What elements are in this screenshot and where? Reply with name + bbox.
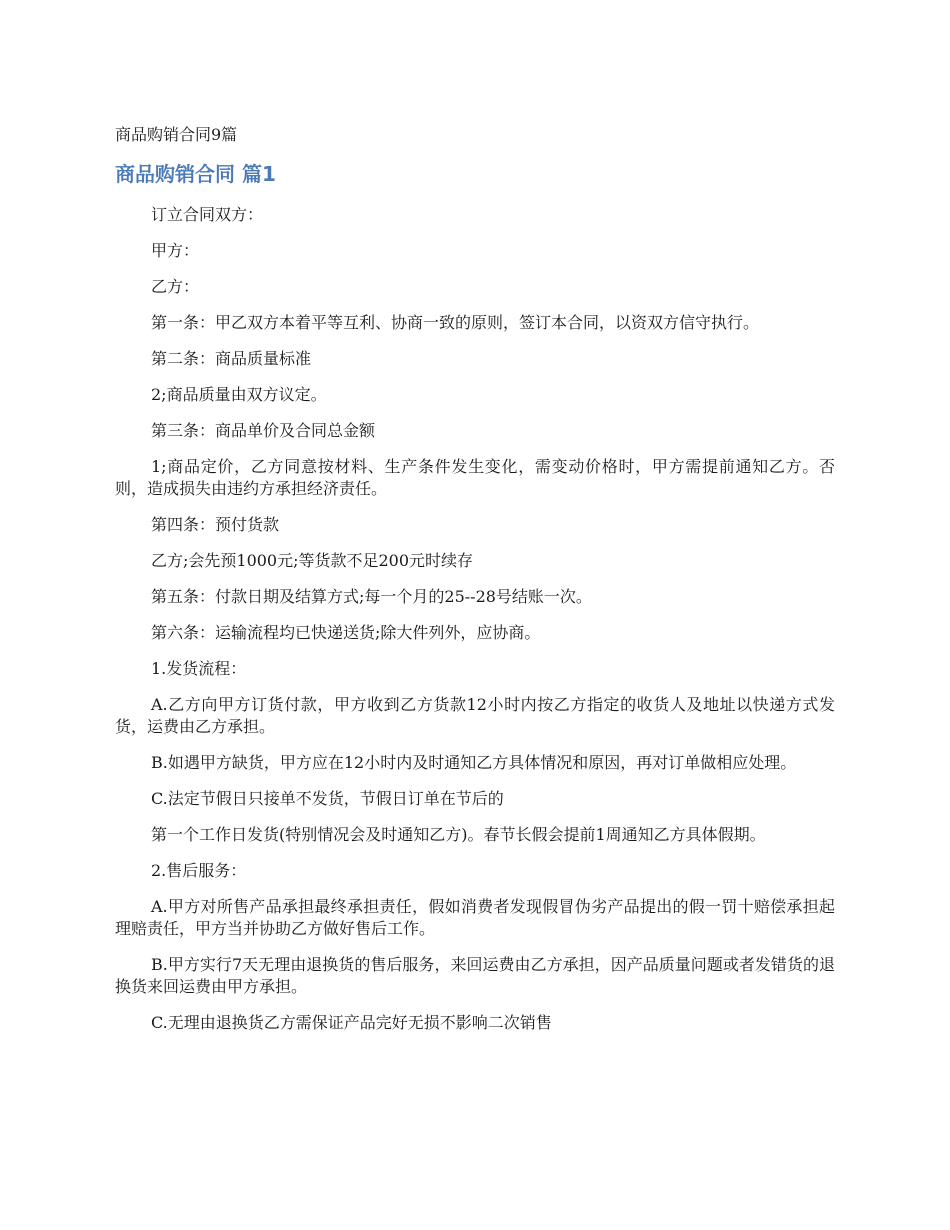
paragraph-article-2: 第二条：商品质量标准: [151, 349, 312, 368]
paragraph-parties: 订立合同双方：: [151, 205, 264, 224]
paragraph-article-6: 第六条：运输流程均已快递送货;除大件列外，应协商。: [151, 623, 541, 642]
paragraph-quality: 2;商品质量由双方议定。: [151, 385, 327, 404]
paragraph-shipping-c-cont: 第一个工作日发货(特别情况会及时通知乙方)。春节长假会提前1周通知乙方具体假期。: [151, 825, 766, 844]
paragraph-prepayment: 乙方;会先预1000元;等货款不足200元时续存: [151, 551, 474, 570]
paragraph-shipping-a: A.乙方向甲方订货付款，甲方收到乙方货款12小时内按乙方指定的收货人及地址以快递方式发货，运费由乙方承担。: [115, 695, 835, 736]
paragraph-after-sales-b: B.甲方实行7天无理由退换货的售后服务，来回运费由乙方承担，因产品质量问题或者发错货的退换货来回运费由甲方承担。: [115, 955, 835, 996]
section-heading: 商品购销合同 篇1: [115, 162, 276, 186]
paragraph-shipping-b: B.如遇甲方缺货，甲方应在12小时内及时通知乙方具体情况和原因，再对订单做相应处理。: [151, 753, 797, 772]
paragraph-article-1: 第一条：甲乙双方本着平等互利、协商一致的原则，签订本合同，以资双方信守执行。: [151, 313, 760, 332]
document-title: 商品购销合同9篇: [115, 125, 238, 144]
paragraph-article-5: 第五条：付款日期及结算方式;每一个月的25--28号结账一次。: [151, 587, 592, 606]
paragraph-after-sales-c: C.无理由退换货乙方需保证产品完好无损不影响二次销售: [151, 1013, 552, 1032]
paragraph-shipping-c: C.法定节假日只接单不发货，节假日订单在节后的: [151, 789, 504, 808]
paragraph-pricing: 1;商品定价，乙方同意按材料、生产条件发生变化，需变动价格时，甲方需提前通知乙方。否则，造成损失由违约方承担经济责任。: [115, 457, 835, 498]
paragraph-after-sales-a: A.甲方对所售产品承担最终承担责任，假如消费者发现假冒伪劣产品提出的假一罚十赔偿承担起理赔责任，甲方当并协助乙方做好售后工作。: [115, 897, 835, 938]
paragraph-party-a: 甲方：: [151, 241, 200, 260]
paragraph-shipping-process: 1.发货流程：: [151, 659, 247, 678]
paragraph-article-4: 第四条：预付货款: [151, 515, 280, 534]
paragraph-after-sales: 2.售后服务：: [151, 861, 247, 880]
paragraph-article-3: 第三条：商品单价及合同总金额: [151, 421, 376, 440]
document-page: [115, 124, 835, 1048]
paragraph-party-b: 乙方：: [151, 277, 200, 296]
